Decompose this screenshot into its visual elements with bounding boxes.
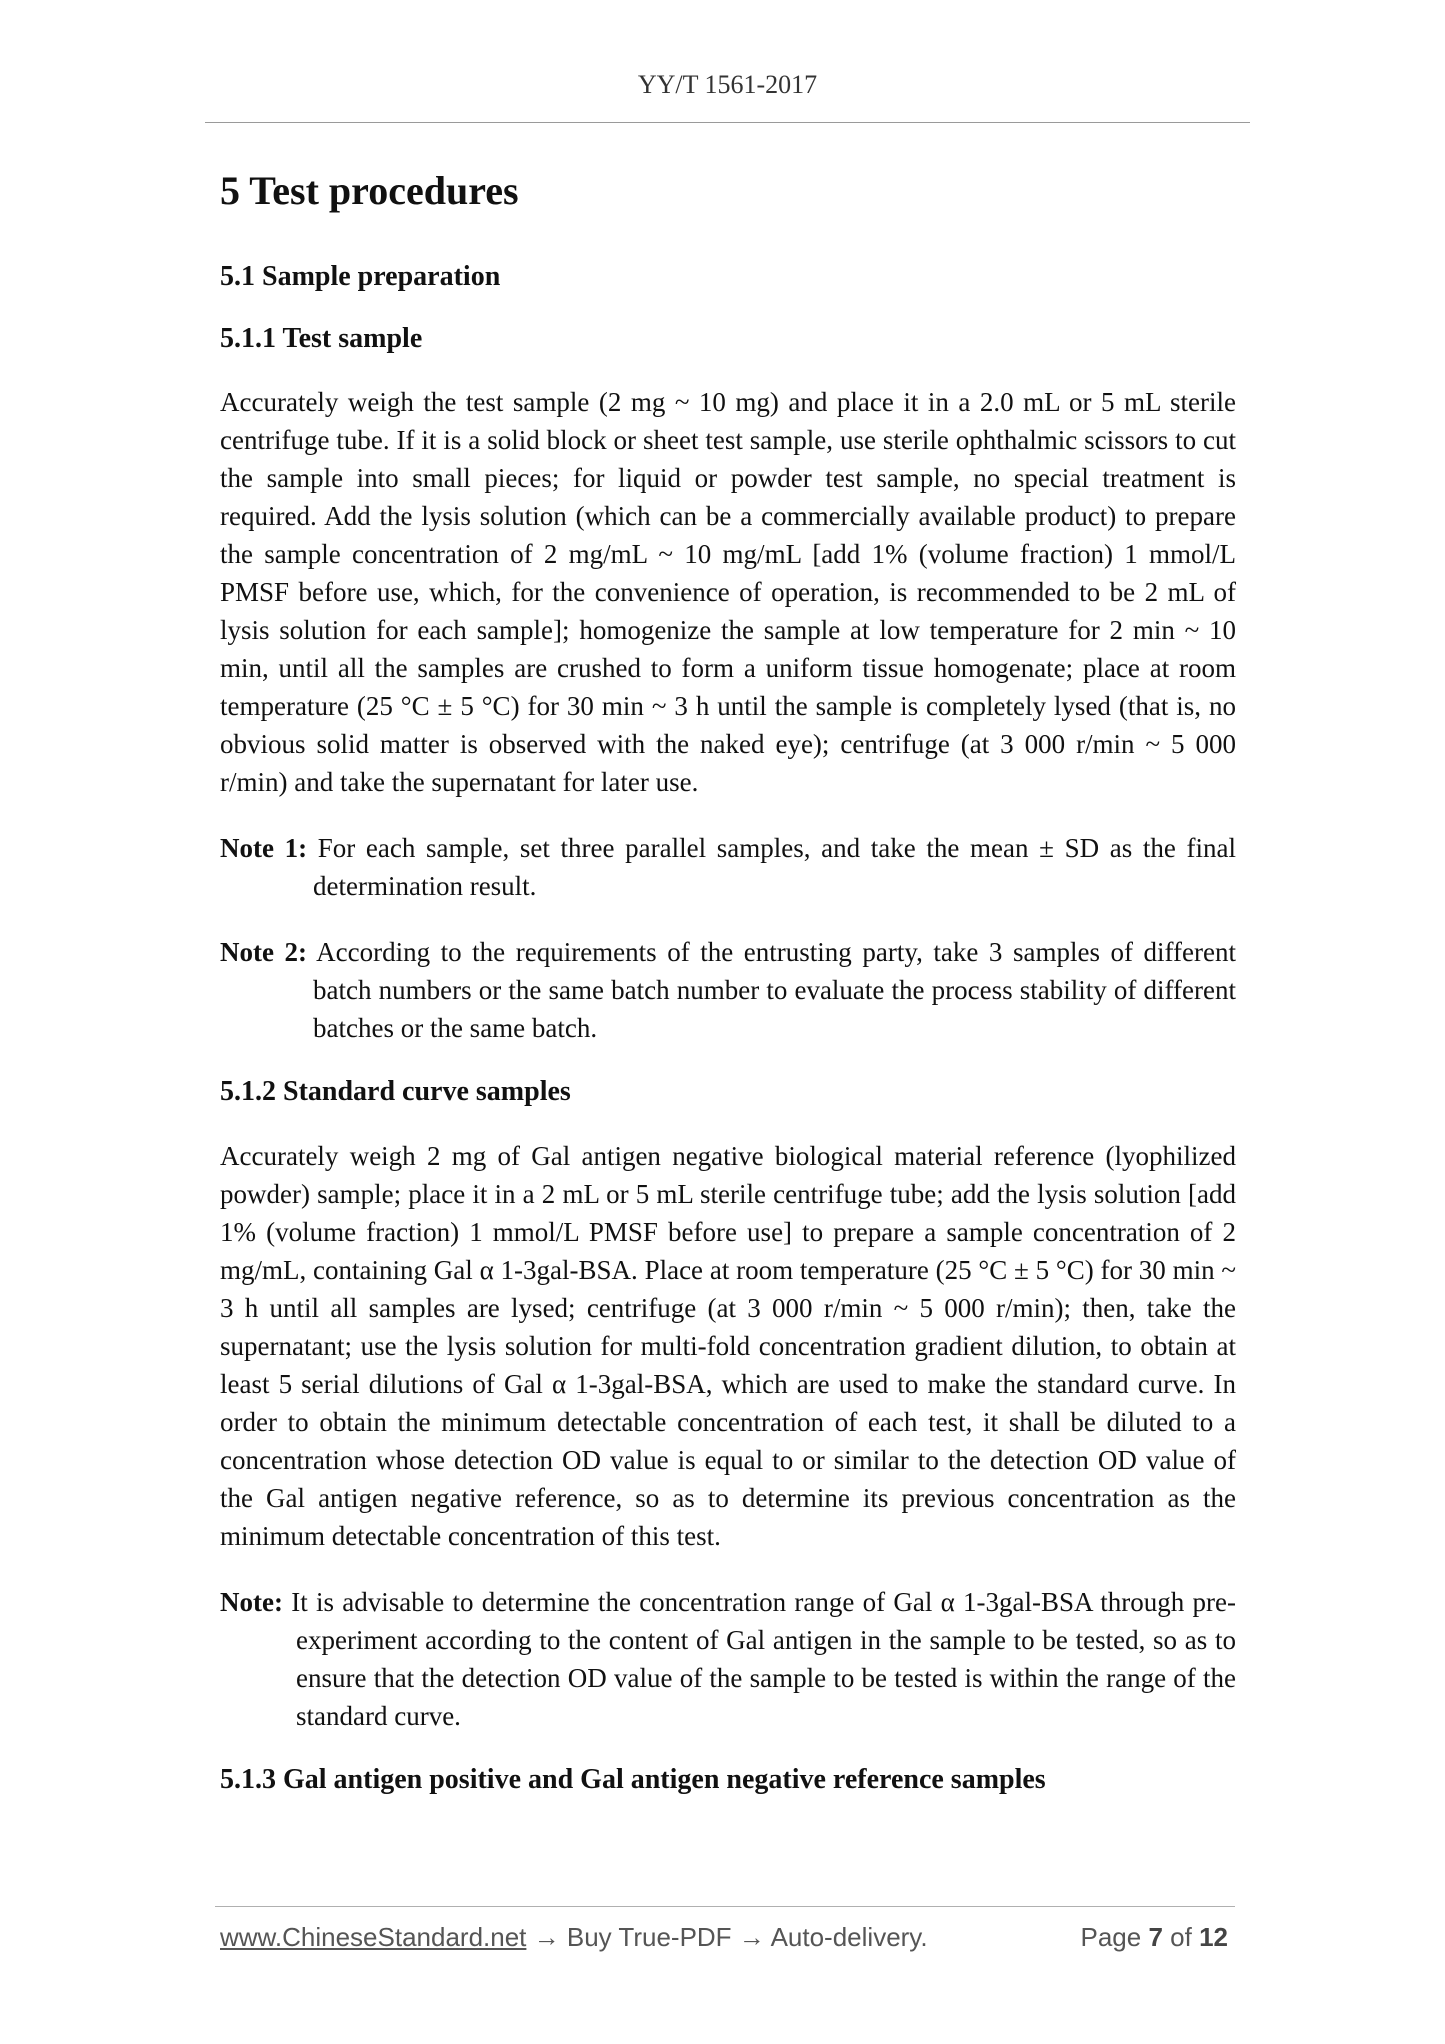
- note-1-text: For each sample, set three parallel samples, and take the mean ± SD as the final determination result.: [313, 833, 1237, 902]
- running-header: YY/T 1561-2017: [637, 70, 818, 99]
- note-2: [210, 933, 1236, 1047]
- note-standard-curve: [210, 1583, 1236, 1735]
- paragraph-standard-curve: Accurately weigh 2 mg of Gal antigen negative biological material reference (lyophilized powder) sample; place it in a 2 mL or 5 mL sterile centrifuge tube; add the lysis solution [add 1% (volume fraction) 1 mmol/L PMSF before use] to prepare a sample concentration of 2 mg/mL, containing Gal α 1-3gal-BSA. Place at room temperature (25 °C ± 5 °C) for 30 min ~ 3 h until all samples are lysed; centrifuge (at 3 000 r/min ~ 5 000 r/min); then, take the supernatant; use the lysis solution for multi-fold concentration gradient dilution, to obtain at least 5 serial dilutions of Gal α 1-3gal-BSA, which are used to make the standard curve. In order to obtain the minimum detectable concentration of each test, it shall be diluted to a concentration whose detection OD value is equal to or similar to the detection OD value of the Gal antigen negative reference, so as to determine its previous concentration as the minimum detectable concentration of this test.: [220, 1140, 1236, 1551]
- section-title: 5 Test procedures: [220, 168, 519, 213]
- note-1: [210, 829, 1236, 905]
- note-1-label: Note 1:: [220, 833, 308, 864]
- footer-left: [220, 1922, 928, 1953]
- subsection-title-5-1: 5.1 Sample preparation: [220, 261, 501, 292]
- footer-tagline: → Buy True-PDF → Auto-delivery.: [526, 1922, 928, 1952]
- subsection-title-5-1-2: 5.1.2 Standard curve samples: [220, 1076, 571, 1108]
- page-current: 7: [1148, 1922, 1163, 1952]
- of-word: of: [1170, 1922, 1192, 1952]
- note-2-text: According to the requirements of the entrusting party, take 3 samples of different batch numbers or the same batch number to evaluate the process stability of different batches or the same batch.: [313, 937, 1237, 1044]
- page-word: Page: [1080, 1922, 1142, 1952]
- note-standard-curve-label: Note:: [220, 1586, 283, 1617]
- subsection-title-5-1-1: 5.1.1 Test sample: [220, 322, 423, 354]
- subsection-title-5-1-3: 5.1.3 Gal antigen positive and Gal antigen negative reference samples: [220, 1763, 1046, 1795]
- header-divider: [205, 122, 1250, 123]
- website-link[interactable]: www.ChineseStandard.net: [220, 1922, 527, 1952]
- paragraph-test-sample: Accurately weigh the test sample (2 mg ~ 10 mg) and place it in a 2.0 mL or 5 mL sterile centrifuge tube. If it is a solid block or sheet test sample, use sterile ophthalmic scissors to cut the sample into small pieces; for liquid or powder test sample, no special treatment is required. Add the lysis solution (which can be a commercially available product) to prepare the sample concentration of 2 mg/mL ~ 10 mg/mL [add 1% (volume fraction) 1 mmol/L PMSF before use, which, for the convenience of operation, is recommended to be 2 mL of lysis solution for each sample]; homogenize the sample at low temperature for 2 min ~ 10 min, until all the samples are crushed to form a uniform tissue homogenate; place at room temperature (25 °C ± 5 °C) for 30 min ~ 3 h until the sample is completely lysed (that is, no obvious solid matter is observed with the naked eye); centrifuge (at 3 000 r/min ~ 5 000 r/min) and take the supernatant for later use.: [220, 387, 1236, 798]
- note-standard-curve-text: It is advisable to determine the concentration range of Gal α 1-3gal-BSA through pre-experiment according to the content of Gal antigen in the sample to be tested, so as to ensure that the detection OD value of the sample to be tested is within the range of the standard curve.: [291, 1586, 1236, 1731]
- page-number: [1080, 1922, 1228, 1953]
- page-footer: [220, 1922, 1240, 1962]
- note-2-label: Note 2:: [220, 937, 308, 968]
- page-content: [220, 168, 1236, 1824]
- page-total: 12: [1199, 1922, 1228, 1952]
- footer-divider: [215, 1906, 1235, 1907]
